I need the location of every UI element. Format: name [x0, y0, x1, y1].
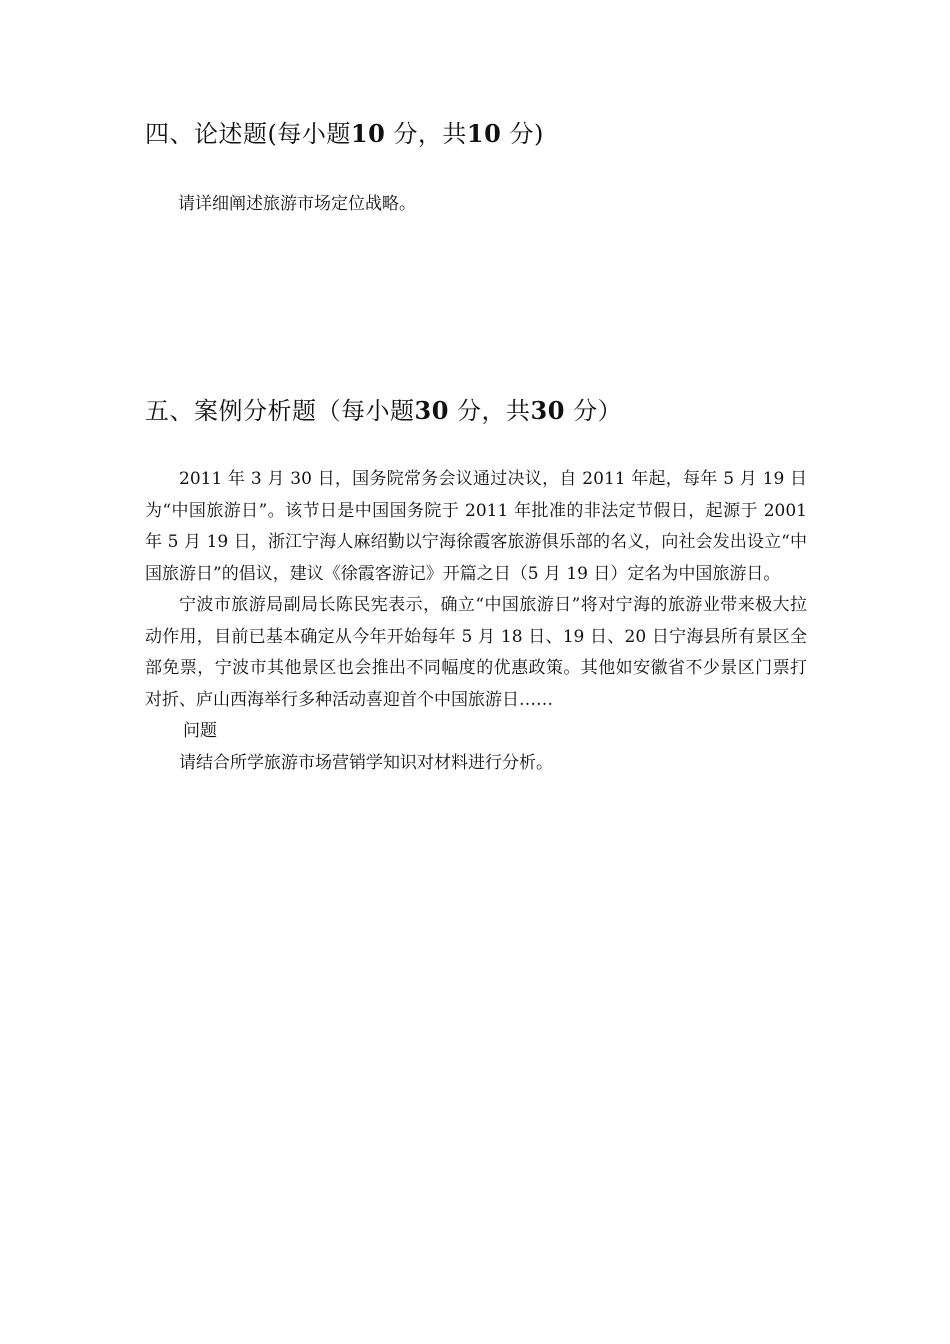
section-5-title-prefix: 五、案例分析题（每小题	[145, 397, 415, 425]
section-5-title-mid: 分，共	[457, 397, 531, 425]
section-5-title	[145, 395, 622, 427]
case-question: 请结合所学旅游市场营销学知识对材料进行分析。	[179, 752, 553, 773]
section-4-title-total: 10	[466, 119, 502, 148]
section-4-title-suffix: 分)	[509, 120, 544, 148]
section-5-title-total: 30	[530, 396, 565, 425]
case-study-body	[145, 464, 807, 779]
section-4-title	[145, 118, 544, 150]
section-5-title-score: 30	[414, 396, 449, 425]
section-4-title-score: 10	[350, 119, 386, 148]
section-4-title-mid: 分，共	[393, 120, 467, 148]
section-5-title-suffix: 分）	[573, 397, 623, 425]
case-paragraph-2: 宁波市旅游局副局长陈民宪表示，确立“中国旅游日”将对宁海的旅游业带来极大拉动作用，目前已基本确定从今年开始每年 5 月 18 日、19 日、20 日宁海县所有景区全部免票，宁波市其他景区也会推出不同幅度的优惠政策。其他如安徽省不少景区门票打对折、庐山西海举行多种活动喜迎首个中国旅游日……	[145, 595, 807, 710]
case-paragraph-1: 2011 年 3 月 30 日，国务院常务会议通过决议，自 2011 年起，每年 5 月 19 日为“中国旅游日”。该节日是中国国务院于 2011 年批准的非法定节假日，起源于 2001 年 5 月 19 日，浙江宁海人麻绍勤以宁海徐霞客旅游俱乐部的名义，向社会发出设立“中国旅游日”的倡议，建议《徐霞客游记》开篇之日（5 月 19 日）定名为中国旅游日。	[145, 469, 807, 584]
section-4-title-prefix: 四、论述题(每小题	[145, 120, 351, 148]
case-question-label: 问题	[183, 721, 217, 741]
section-4-question: 请详细阐述旅游市场定位战略。	[178, 194, 416, 214]
